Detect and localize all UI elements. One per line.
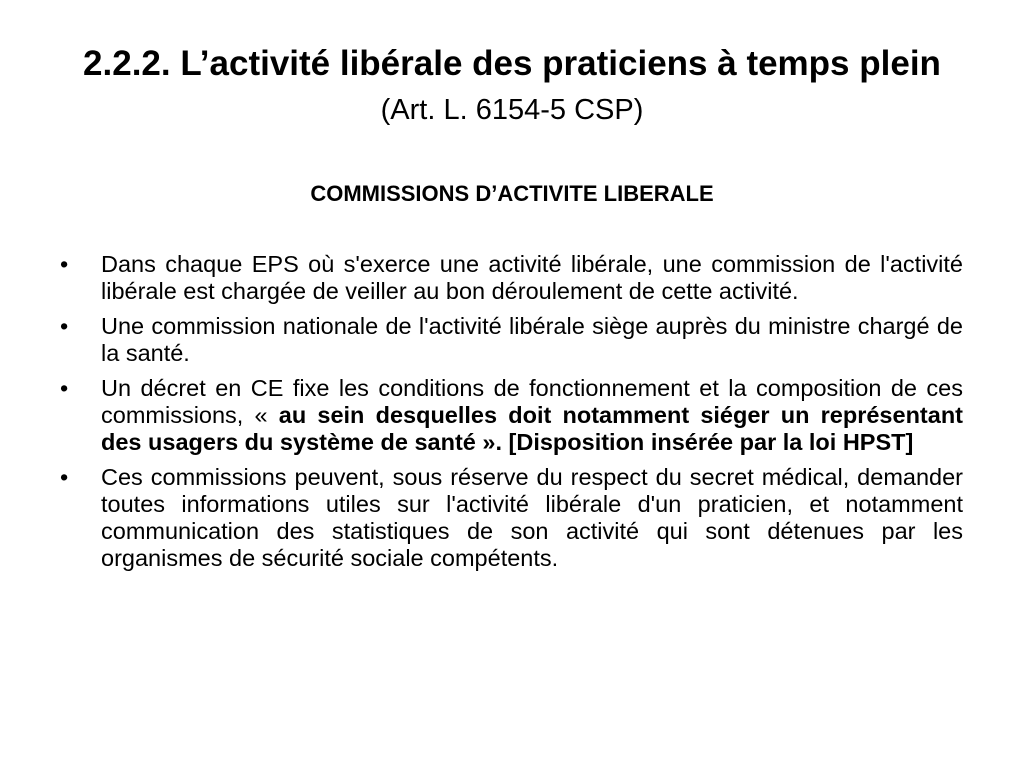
bullet-dot-icon: •: [60, 375, 69, 401]
bullet-list: [57, 251, 963, 580]
bullet-item: [57, 313, 963, 367]
bullet-text: Une commission nationale de l'activité libérale siège auprès du ministre chargé de la santé.: [101, 313, 963, 366]
section-heading: COMMISSIONS D’ACTIVITE LIBERALE: [310, 181, 714, 206]
bullet-dot-icon: •: [60, 313, 69, 339]
slide-title: [60, 42, 964, 132]
bullet-bold-text: au sein desquelles doit notamment siéger un représentant des usagers du système de santé ». [Disposition insérée par la loi HPST]: [101, 402, 963, 455]
bullet-text: Ces commissions peuvent, sous réserve du respect du secret médical, demander toutes informations utiles sur l'activité libérale d'un praticien, et notamment communication des statistiques de son activité qui sont détenues par les organismes de sécurité sociale compétents.: [101, 464, 963, 571]
bullet-dot-icon: •: [60, 464, 69, 490]
slide-title-main: 2.2.2. L’activité libérale des praticiens à temps plein: [83, 44, 941, 83]
bullet-item: [57, 251, 963, 305]
bullet-text: Dans chaque EPS où s'exerce une activité libérale, une commission de l'activité libérale est chargée de veiller au bon déroulement de cette activité.: [101, 251, 963, 304]
bullet-text: Un décret en CE fixe les conditions de fonctionnement et la composition de ces commissions, «: [101, 375, 963, 428]
bullet-item: [57, 464, 963, 572]
bullet-dot-icon: •: [60, 251, 69, 277]
bullet-item: [57, 375, 963, 456]
slide-title-article-reference: (Art. L. 6154-5 CSP): [380, 94, 644, 126]
